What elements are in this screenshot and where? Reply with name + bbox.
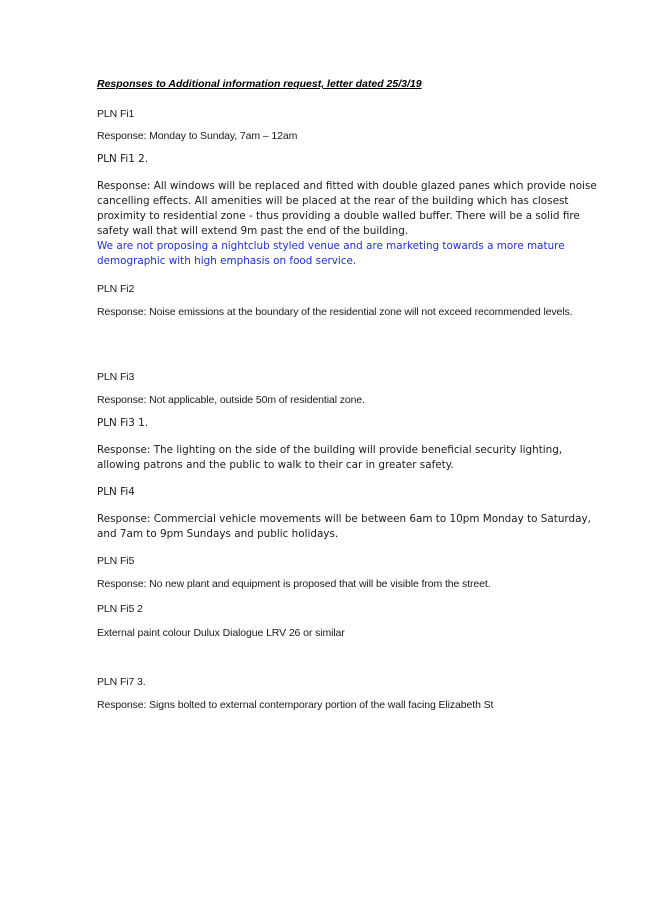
section-response-fi4: Response: Commercial vehicle movements will be between 6am to 10pm Monday to Saturday, and 7am to 9pm Sundays and public holidays.	[97, 513, 591, 540]
section-heading-fi2: PLN Fi2	[97, 283, 135, 295]
section-response-fi5: Response: No new plant and equipment is proposed that will be visible from the street.	[97, 578, 491, 590]
section-response-fi5-2: External paint colour Dulux Dialogue LRV 26 or similar	[97, 627, 345, 639]
section-response-fi1-2: Response: All windows will be replaced and fitted with double glazed panes which provide noise cancelling effects. All amenities will be placed at the rear of the building which has closest proximity to residential zone - thus providing a double walled buffer. There will be a solid fire safety wall that will extend 9m past the end of the building.	[97, 180, 597, 237]
section-response-fi2: Response: Noise emissions at the boundary of the residential zone will not exceed recommended levels.	[97, 306, 573, 318]
section-heading-fi1-2: PLN Fi1 2.	[97, 153, 149, 165]
section-heading-fi1: PLN Fi1	[97, 108, 135, 120]
section-note-fi1-2: We are not proposing a nightclub styled venue and are marketing towards a more mature demographic with high emphasis on food service.	[97, 240, 565, 267]
section-response-fi3-1: Response: The lighting on the side of the building will provide beneficial security lighting, allowing patrons and the public to walk to their car in greater safety.	[97, 444, 563, 471]
section-response-fi1: Response: Monday to Sunday, 7am – 12am	[97, 130, 298, 142]
document-title: Responses to Additional information request, letter dated 25/3/19	[97, 78, 422, 90]
section-heading-fi5: PLN Fi5	[97, 555, 135, 567]
section-heading-fi5-2: PLN Fi5 2	[97, 603, 143, 615]
section-heading-fi4: PLN Fi4	[97, 486, 135, 498]
section-heading-fi3-1: PLN Fi3 1.	[97, 417, 149, 429]
section-heading-fi7-3: PLN Fi7 3.	[97, 676, 146, 688]
section-response-fi3: Response: Not applicable, outside 50m of residential zone.	[97, 394, 365, 406]
section-heading-fi3: PLN Fi3	[97, 371, 135, 383]
section-response-fi7-3: Response: Signs bolted to external contemporary portion of the wall facing Elizabeth St	[97, 699, 494, 711]
